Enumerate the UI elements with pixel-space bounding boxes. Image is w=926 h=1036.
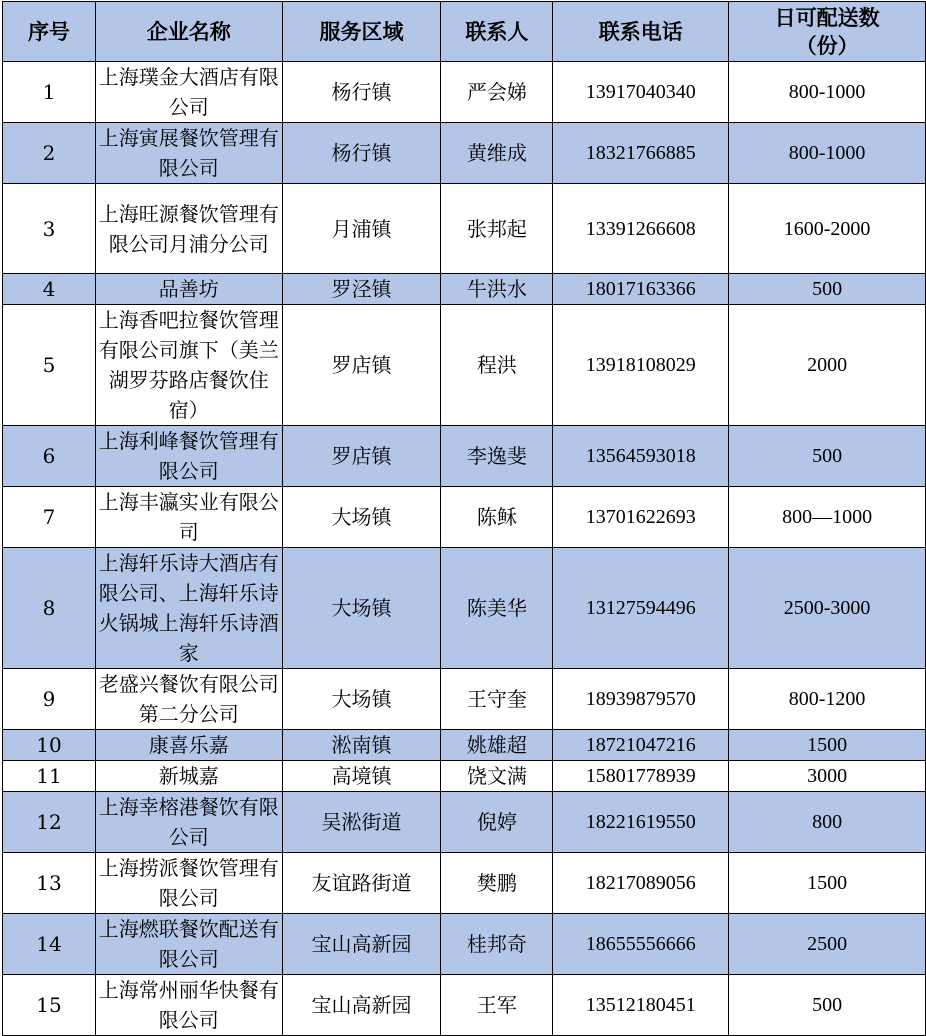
cell-capacity: 500 bbox=[729, 426, 926, 487]
cell-area: 吴淞街道 bbox=[282, 792, 441, 853]
cell-area: 淞南镇 bbox=[282, 730, 441, 761]
cell-company: 上海幸榕港餐饮有限公司 bbox=[95, 792, 282, 853]
cell-area: 友谊路街道 bbox=[282, 853, 441, 914]
table-row bbox=[3, 914, 926, 975]
cell-capacity: 500 bbox=[729, 274, 926, 305]
cell-capacity: 1500 bbox=[729, 730, 926, 761]
cell-area: 大场镇 bbox=[282, 669, 441, 730]
cell-contact: 王军 bbox=[441, 975, 553, 1036]
cell-capacity: 2000 bbox=[729, 305, 926, 426]
table-row bbox=[3, 487, 926, 548]
table-row bbox=[3, 184, 926, 274]
cell-phone: 13564593018 bbox=[553, 426, 729, 487]
cell-phone: 13512180451 bbox=[553, 975, 729, 1036]
cell-index: 12 bbox=[3, 792, 96, 853]
cell-company: 上海寅展餐饮管理有限公司 bbox=[95, 123, 282, 184]
cell-index: 10 bbox=[3, 730, 96, 761]
cell-capacity: 800—1000 bbox=[729, 487, 926, 548]
header-capacity-line1: 日可配送数 bbox=[774, 5, 880, 30]
cell-company: 上海轩乐诗大酒店有限公司、上海轩乐诗火锅城上海轩乐诗酒家 bbox=[95, 548, 282, 669]
cell-index: 5 bbox=[3, 305, 96, 426]
cell-contact: 张邦起 bbox=[441, 184, 553, 274]
cell-company: 上海旺源餐饮管理有限公司月浦分公司 bbox=[95, 184, 282, 274]
cell-capacity: 3000 bbox=[729, 761, 926, 792]
table-row bbox=[3, 548, 926, 669]
cell-company: 康喜乐嘉 bbox=[95, 730, 282, 761]
cell-phone: 18221619550 bbox=[553, 792, 729, 853]
cell-area: 高境镇 bbox=[282, 761, 441, 792]
cell-phone: 15801778939 bbox=[553, 761, 729, 792]
cell-contact: 牛洪水 bbox=[441, 274, 553, 305]
cell-contact: 陈美华 bbox=[441, 548, 553, 669]
table-row bbox=[3, 123, 926, 184]
cell-contact: 严会娣 bbox=[441, 62, 553, 123]
header-capacity-line2: （份） bbox=[795, 33, 859, 58]
cell-company: 上海璞金大酒店有限公司 bbox=[95, 62, 282, 123]
header-contact: 联系人 bbox=[441, 2, 553, 62]
cell-phone: 13127594496 bbox=[553, 548, 729, 669]
cell-phone: 18655556666 bbox=[553, 914, 729, 975]
table-row bbox=[3, 975, 926, 1036]
cell-phone: 18939879570 bbox=[553, 669, 729, 730]
cell-capacity: 800-1000 bbox=[729, 62, 926, 123]
cell-company: 新城嘉 bbox=[95, 761, 282, 792]
cell-phone: 18217089056 bbox=[553, 853, 729, 914]
cell-phone: 13701622693 bbox=[553, 487, 729, 548]
cell-capacity: 500 bbox=[729, 975, 926, 1036]
cell-phone: 13918108029 bbox=[553, 305, 729, 426]
cell-company: 上海燃联餐饮配送有限公司 bbox=[95, 914, 282, 975]
cell-area: 宝山高新园 bbox=[282, 914, 441, 975]
cell-contact: 樊鹏 bbox=[441, 853, 553, 914]
cell-phone: 18721047216 bbox=[553, 730, 729, 761]
cell-index: 8 bbox=[3, 548, 96, 669]
cell-area: 大场镇 bbox=[282, 487, 441, 548]
cell-area: 罗店镇 bbox=[282, 305, 441, 426]
header-area: 服务区域 bbox=[282, 2, 441, 62]
table-row bbox=[3, 274, 926, 305]
cell-company: 上海捞派餐饮管理有限公司 bbox=[95, 853, 282, 914]
cell-index: 6 bbox=[3, 426, 96, 487]
cell-contact: 姚雄超 bbox=[441, 730, 553, 761]
cell-company: 上海丰瀛实业有限公司 bbox=[95, 487, 282, 548]
cell-company: 上海利峰餐饮管理有限公司 bbox=[95, 426, 282, 487]
cell-capacity: 800-1000 bbox=[729, 123, 926, 184]
cell-index: 7 bbox=[3, 487, 96, 548]
header-phone: 联系电话 bbox=[553, 2, 729, 62]
cell-capacity: 2500 bbox=[729, 914, 926, 975]
cell-index: 2 bbox=[3, 123, 96, 184]
cell-contact: 程洪 bbox=[441, 305, 553, 426]
cell-contact: 陈稣 bbox=[441, 487, 553, 548]
cell-index: 3 bbox=[3, 184, 96, 274]
cell-capacity: 1500 bbox=[729, 853, 926, 914]
table-row bbox=[3, 62, 926, 123]
table-row bbox=[3, 730, 926, 761]
cell-area: 大场镇 bbox=[282, 548, 441, 669]
cell-contact: 倪婷 bbox=[441, 792, 553, 853]
cell-area: 杨行镇 bbox=[282, 62, 441, 123]
cell-contact: 李逸斐 bbox=[441, 426, 553, 487]
cell-area: 月浦镇 bbox=[282, 184, 441, 274]
cell-area: 罗店镇 bbox=[282, 426, 441, 487]
cell-capacity: 2500-3000 bbox=[729, 548, 926, 669]
cell-index: 4 bbox=[3, 274, 96, 305]
cell-index: 11 bbox=[3, 761, 96, 792]
cell-contact: 桂邦奇 bbox=[441, 914, 553, 975]
cell-index: 14 bbox=[3, 914, 96, 975]
cell-index: 15 bbox=[3, 975, 96, 1036]
cell-contact: 王守奎 bbox=[441, 669, 553, 730]
cell-company: 老盛兴餐饮有限公司第二分公司 bbox=[95, 669, 282, 730]
table-row bbox=[3, 853, 926, 914]
cell-contact: 饶文满 bbox=[441, 761, 553, 792]
table-row bbox=[3, 669, 926, 730]
cell-index: 1 bbox=[3, 62, 96, 123]
header-company: 企业名称 bbox=[95, 2, 282, 62]
cell-index: 9 bbox=[3, 669, 96, 730]
cell-contact: 黄维成 bbox=[441, 123, 553, 184]
cell-area: 罗泾镇 bbox=[282, 274, 441, 305]
header-row bbox=[3, 2, 926, 62]
cell-capacity: 800-1200 bbox=[729, 669, 926, 730]
table-row bbox=[3, 305, 926, 426]
cell-phone: 13391266608 bbox=[553, 184, 729, 274]
cell-company: 上海香吧拉餐饮管理有限公司旗下（美兰湖罗芬路店餐饮住宿） bbox=[95, 305, 282, 426]
table-row bbox=[3, 426, 926, 487]
cell-index: 13 bbox=[3, 853, 96, 914]
cell-capacity: 800 bbox=[729, 792, 926, 853]
table-row bbox=[3, 792, 926, 853]
cell-phone: 13917040340 bbox=[553, 62, 729, 123]
cell-company: 品善坊 bbox=[95, 274, 282, 305]
delivery-enterprise-table bbox=[2, 1, 926, 1036]
cell-capacity: 1600-2000 bbox=[729, 184, 926, 274]
cell-phone: 18017163366 bbox=[553, 274, 729, 305]
header-index: 序号 bbox=[3, 2, 96, 62]
cell-phone: 18321766885 bbox=[553, 123, 729, 184]
header-capacity bbox=[729, 2, 926, 62]
cell-area: 宝山高新园 bbox=[282, 975, 441, 1036]
table-row bbox=[3, 761, 926, 792]
cell-company: 上海常州丽华快餐有限公司 bbox=[95, 975, 282, 1036]
cell-area: 杨行镇 bbox=[282, 123, 441, 184]
